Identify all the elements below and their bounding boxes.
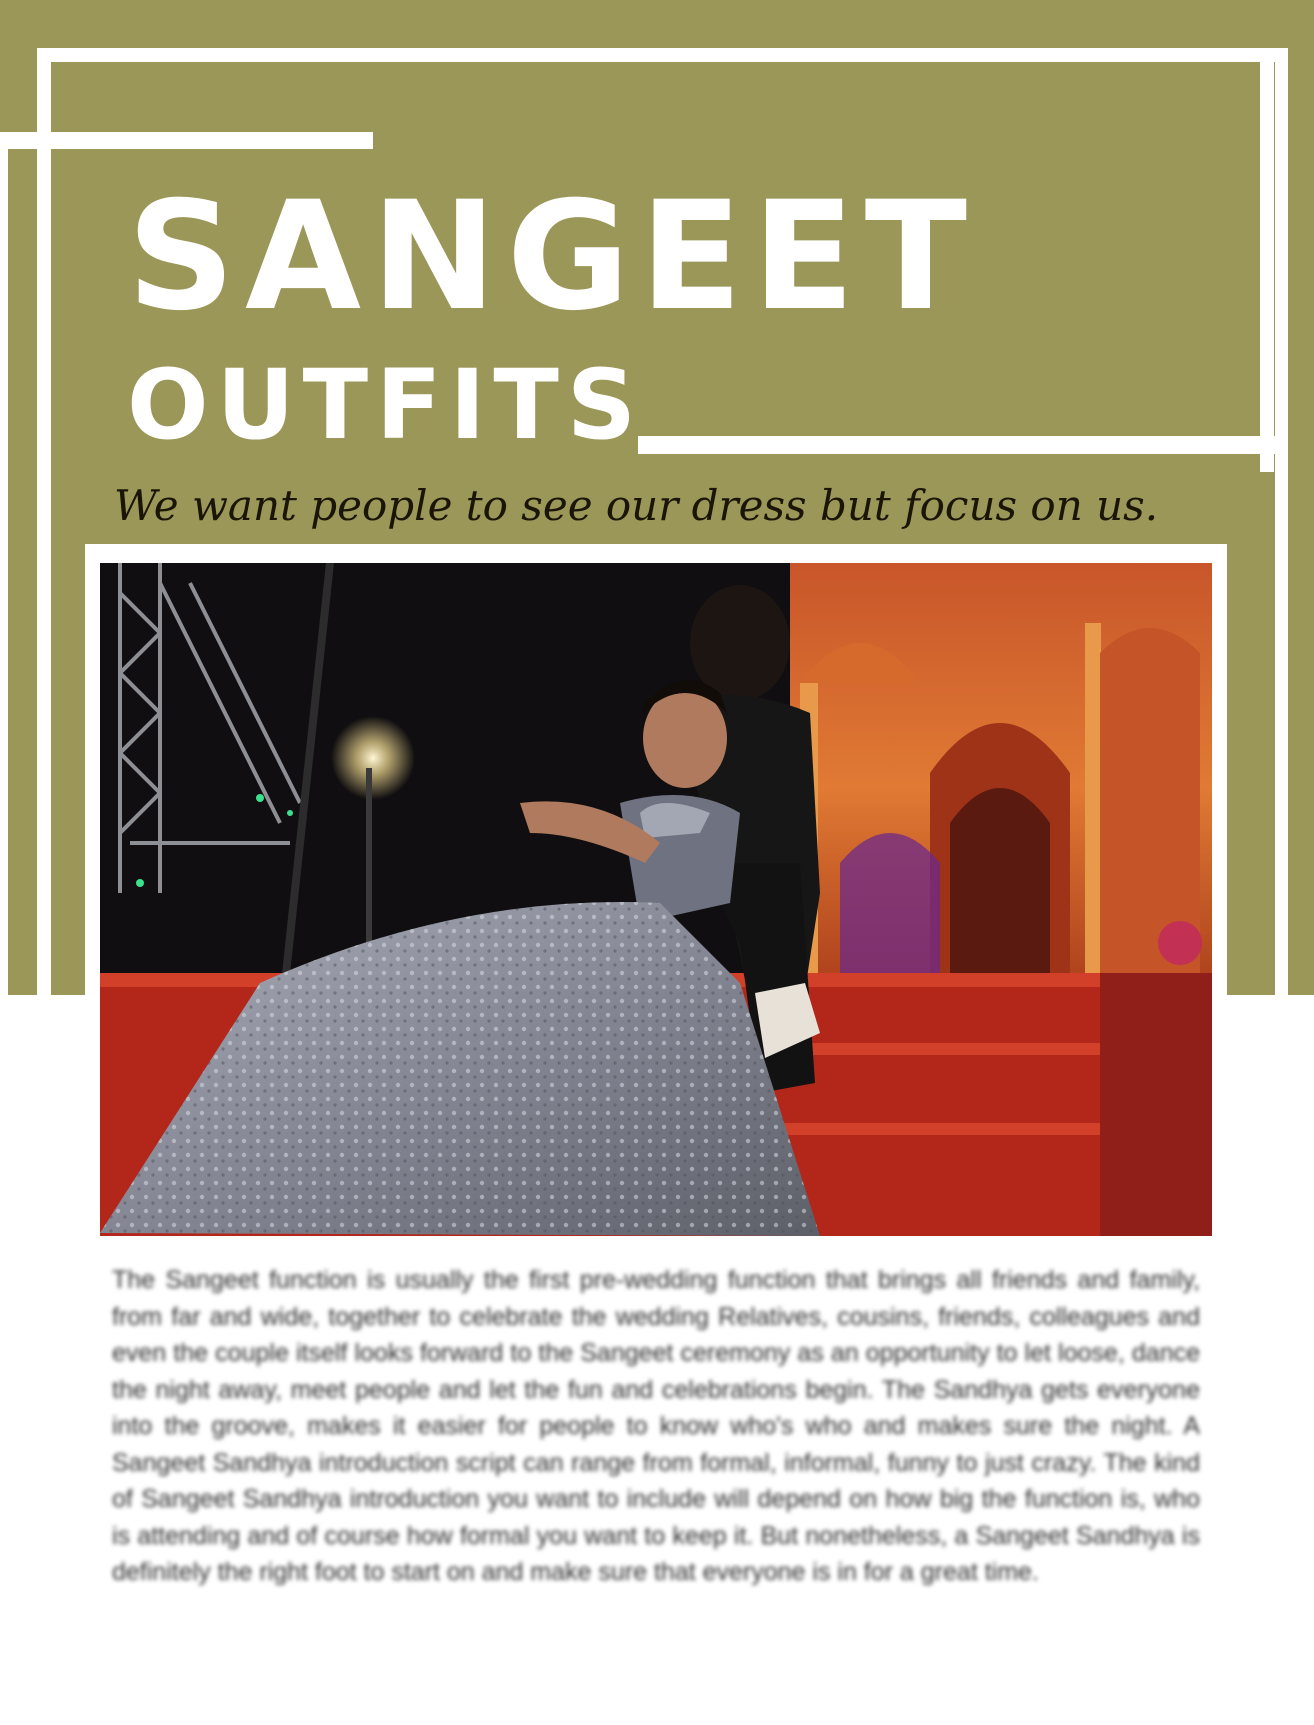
frame-line-edge-left: [0, 132, 8, 997]
body-paragraph: The Sangeet function is usually the first pre-wedding function that brings all friends and family, from far and wide, together to celebrate the wedding Relatives, cousins, friends, colleagues and even the couple itself looks forward to the Sangeet ceremony as an opportunity to let loose, dance the night away, meet people and let the fun and celebrations begin. The Sandhya gets everyone into the groove, makes it easier for people to know who's who and makes sure the night. A Sangeet Sandhya introduction script can range from formal, informal, funny to just crazy. The kind of Sangeet Sandhya introduction you want to include will depend on how big the function is, who is attending and of course how formal you want to keep it. But nonetheless, a Sangeet Sandhya is definitely the right foot to start on and make sure that everyone is in for a great time.: [112, 1266, 1200, 1586]
frame-line-left-bar: [0, 132, 373, 149]
couple-photo: [100, 563, 1212, 1236]
frame-line-far-right: [1275, 48, 1288, 998]
stage-light: [136, 879, 144, 887]
frame-line-outer-left: [37, 48, 51, 998]
palace-backdrop: [790, 563, 1212, 1013]
photo-frame: [85, 544, 1227, 1241]
tagline: We want people to see our dress but focus on us.: [114, 481, 1159, 530]
frame-line-mid-bar: [638, 436, 1275, 454]
page-title-line-2: OUTFITS: [127, 349, 644, 461]
street-lamp: [331, 716, 415, 800]
page-title-line-1: SANGEET: [127, 170, 978, 344]
frame-line-inner-right: [1260, 62, 1274, 472]
frame-line-outer-top: [37, 48, 1277, 62]
